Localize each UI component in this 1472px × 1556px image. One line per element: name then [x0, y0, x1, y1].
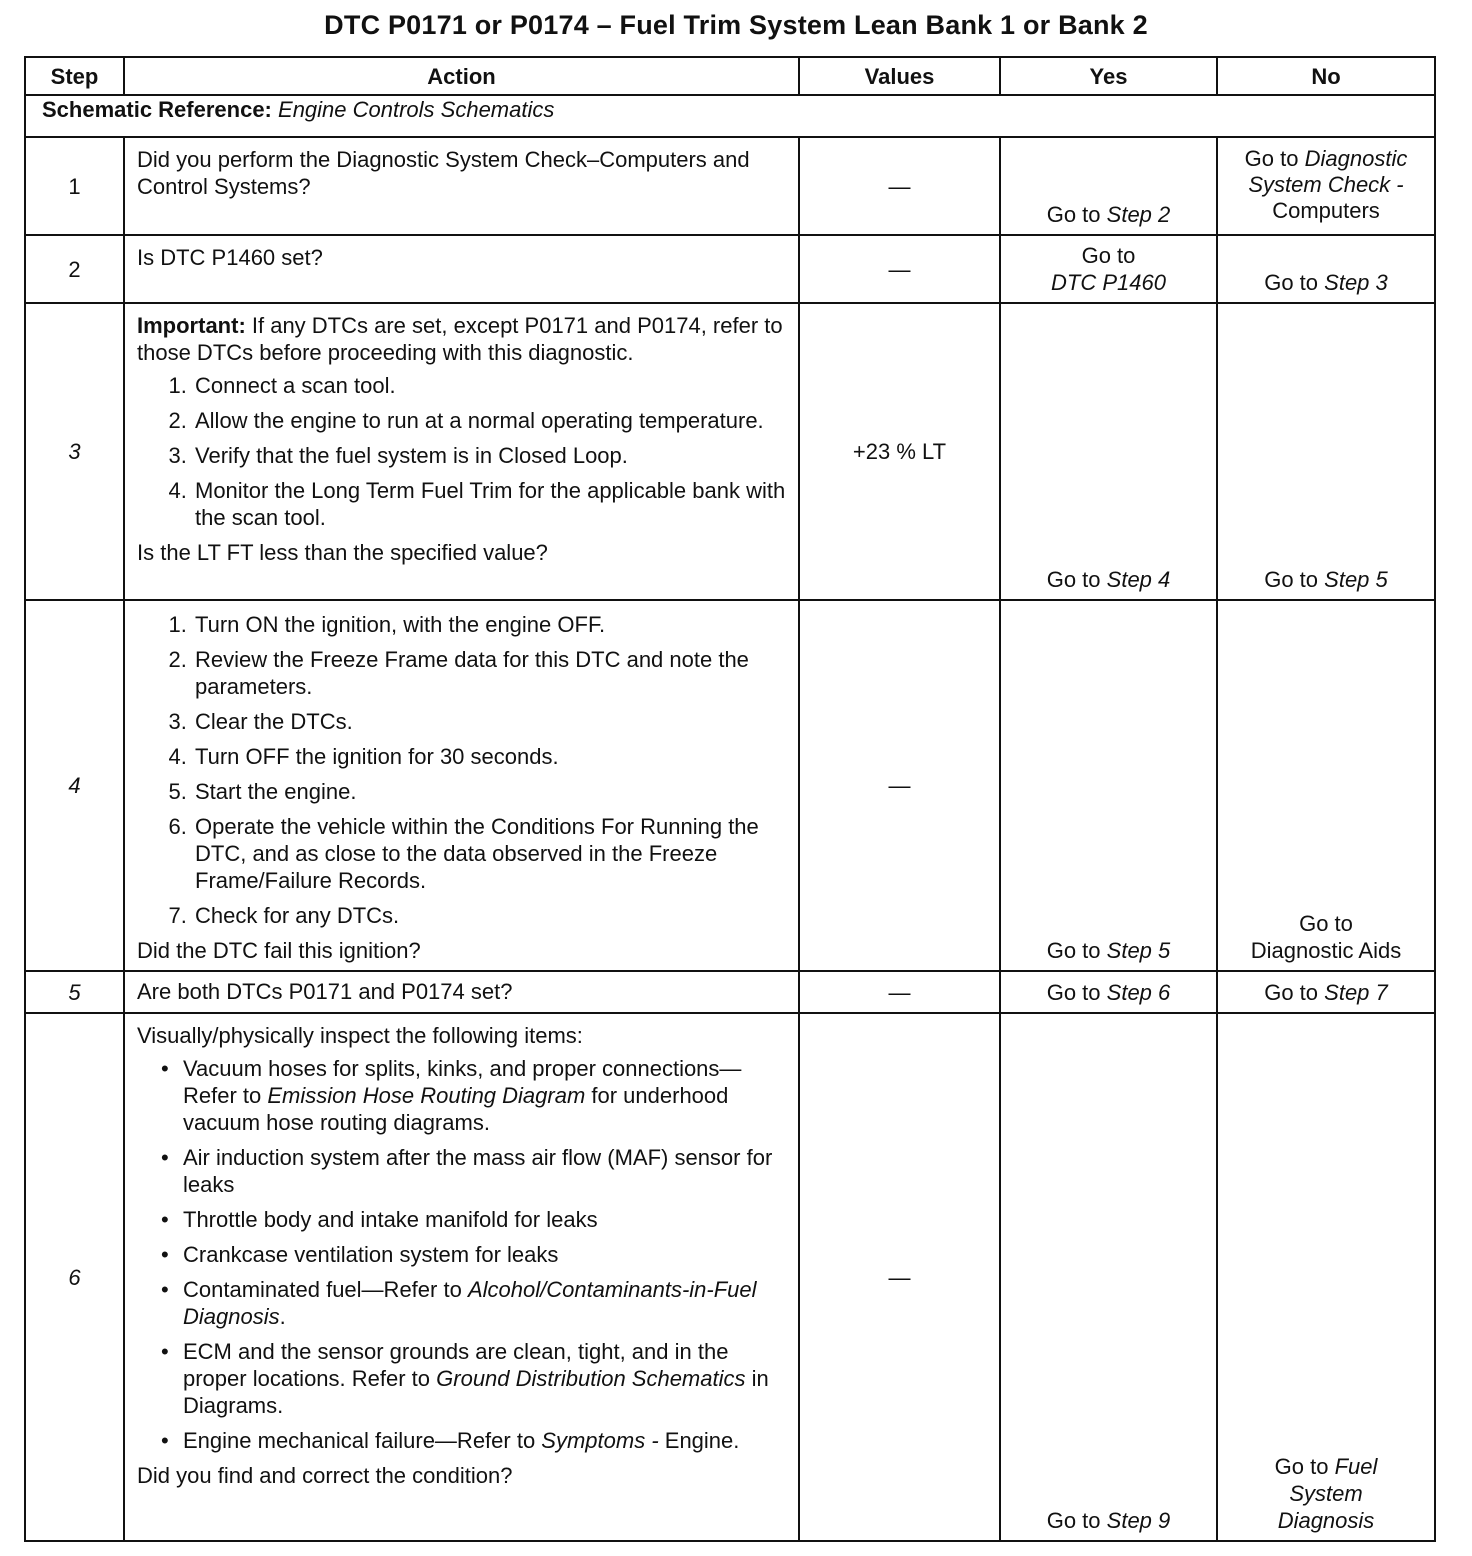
list-item: 3. Clear the DTCs. [193, 708, 788, 735]
header-yes: Yes [1000, 57, 1217, 95]
no-link[interactable]: Step 3 [1324, 270, 1388, 295]
reference-link[interactable]: Symptoms - [541, 1428, 659, 1453]
no-link[interactable]: Diagnostic System Check - [1248, 146, 1408, 197]
reference-link[interactable]: Alcohol/Contaminants-in-Fuel Diagnosis [183, 1277, 757, 1329]
inspect-intro: Visually/physically inspect the following items: [137, 1023, 583, 1048]
list-item: • Engine mechanical failure—Refer to Symptoms - Engine. [183, 1427, 788, 1454]
table-row [25, 1013, 1435, 1541]
table-row [25, 137, 1435, 235]
no-link[interactable]: Diagnostic Aids [1250, 938, 1402, 963]
list-item: 5. Start the engine. [193, 778, 788, 805]
header-values: Values [799, 57, 1000, 95]
yes-link[interactable]: DTC P1460 [1051, 270, 1166, 295]
step-number: 3 [25, 303, 124, 600]
header-no: No [1217, 57, 1435, 95]
list-item: 2. Review the Freeze Frame data for this DTC and note the parameters. [193, 646, 788, 700]
list-item: 2. Allow the engine to run at a normal operating temperature. [193, 407, 788, 434]
no-cell: Go to Diagnostic System Check - Computers [1217, 137, 1435, 235]
no-link[interactable]: Step 5 [1324, 567, 1388, 592]
step-action: Is DTC P1460 set? [124, 235, 799, 303]
table-row [25, 971, 1435, 1013]
table-row [25, 303, 1435, 600]
procedure-list [137, 611, 788, 929]
step-action [124, 303, 799, 600]
yes-link[interactable]: Step 4 [1106, 567, 1171, 592]
yes-cell: Go to DTC P1460 [1000, 235, 1217, 303]
header-action: Action [124, 57, 799, 95]
no-cell: Go to Fuel System Diagnosis [1217, 1013, 1435, 1541]
step-number: 4 [25, 600, 124, 971]
yes-cell: Go to Step 4 [1000, 303, 1217, 600]
reference-link[interactable]: Ground Distribution Schematics [436, 1366, 746, 1391]
list-item: 1. Turn ON the ignition, with the engine OFF. [193, 611, 788, 638]
step-action [124, 1013, 799, 1541]
step-value: — [799, 137, 1000, 235]
step-question: Did you find and correct the condition? [137, 1463, 513, 1488]
header-step: Step [25, 57, 124, 95]
step-number: 1 [25, 137, 124, 235]
inspection-list [137, 1055, 788, 1454]
procedure-list [137, 372, 788, 531]
yes-link[interactable]: Step 5 [1106, 938, 1171, 963]
yes-cell: Go to Step 9 [1000, 1013, 1217, 1541]
list-item: • Vacuum hoses for splits, kinks, and proper connections—Refer to Emission Hose Routing Diagram for underhood vacuum hose routing diagrams. [183, 1055, 788, 1136]
no-link[interactable]: Step 7 [1324, 979, 1388, 1005]
list-item: • Crankcase ventilation system for leaks [183, 1241, 788, 1268]
step-number: 2 [25, 235, 124, 303]
list-item: • Contaminated fuel—Refer to Alcohol/Contaminants-in-Fuel Diagnosis. [183, 1276, 788, 1330]
list-item: 4. Monitor the Long Term Fuel Trim for the applicable bank with the scan tool. [193, 477, 788, 531]
step-value: — [799, 235, 1000, 303]
table-row [25, 235, 1435, 303]
step-number: 5 [25, 971, 124, 1013]
no-cell: Go to Step 3 [1217, 235, 1435, 303]
list-item: 3. Verify that the fuel system is in Closed Loop. [193, 442, 788, 469]
list-item: 4. Turn OFF the ignition for 30 seconds. [193, 743, 788, 770]
schematic-label: Schematic Reference: [42, 97, 272, 122]
diagnostic-table [24, 56, 1436, 1542]
step-value: +23 % LT [799, 303, 1000, 600]
page-title: DTC P0171 or P0174 – Fuel Trim System Lean Bank 1 or Bank 2 [324, 10, 1148, 40]
no-cell: Go to Step 5 [1217, 303, 1435, 600]
no-cell: Go to Diagnostic Aids [1217, 600, 1435, 971]
list-item: • Air induction system after the mass air flow (MAF) sensor for leaks [183, 1144, 788, 1198]
schematic-reference [25, 95, 1435, 137]
yes-link[interactable]: Step 2 [1106, 202, 1171, 227]
step-action [124, 600, 799, 971]
step-number: 6 [25, 1013, 124, 1541]
no-link[interactable]: Fuel System Diagnosis [1277, 1454, 1378, 1533]
list-item: • Throttle body and intake manifold for leaks [183, 1206, 788, 1233]
yes-cell: Go to Step 5 [1000, 600, 1217, 971]
list-item: 7. Check for any DTCs. [193, 902, 788, 929]
step-action: Are both DTCs P0171 and P0174 set? [124, 971, 799, 1013]
yes-cell: Go to Step 6 [1000, 971, 1217, 1013]
yes-link[interactable]: Step 6 [1106, 979, 1171, 1005]
step-question: Is the LT FT less than the specified value? [137, 540, 548, 565]
yes-cell: Go to Step 2 [1000, 137, 1217, 235]
table-row [25, 600, 1435, 971]
yes-link[interactable]: Step 9 [1106, 1508, 1171, 1533]
step-action: Did you perform the Diagnostic System Check–Computers and Control Systems? [124, 137, 799, 235]
list-item: • ECM and the sensor grounds are clean, tight, and in the proper locations. Refer to Ground Distribution Schematics in Diagrams. [183, 1338, 788, 1419]
header-row [25, 57, 1435, 95]
step-question: Did the DTC fail this ignition? [137, 938, 421, 963]
list-item: 6. Operate the vehicle within the Conditions For Running the DTC, and as close to the data observed in the Freeze Frame/Failure Records. [193, 813, 788, 894]
step-value: — [799, 971, 1000, 1013]
reference-link[interactable]: Emission Hose Routing Diagram [267, 1083, 586, 1108]
list-item: 1. Connect a scan tool. [193, 372, 788, 399]
schematic-link[interactable]: Engine Controls Schematics [278, 97, 555, 122]
important-note: Important: If any DTCs are set, except P0171 and P0174, refer to those DTCs before proceeding with this diagnostic. [137, 313, 783, 365]
step-value: — [799, 1013, 1000, 1541]
step-value: — [799, 600, 1000, 971]
schematic-row [25, 95, 1435, 137]
no-cell: Go to Step 7 [1217, 971, 1435, 1013]
